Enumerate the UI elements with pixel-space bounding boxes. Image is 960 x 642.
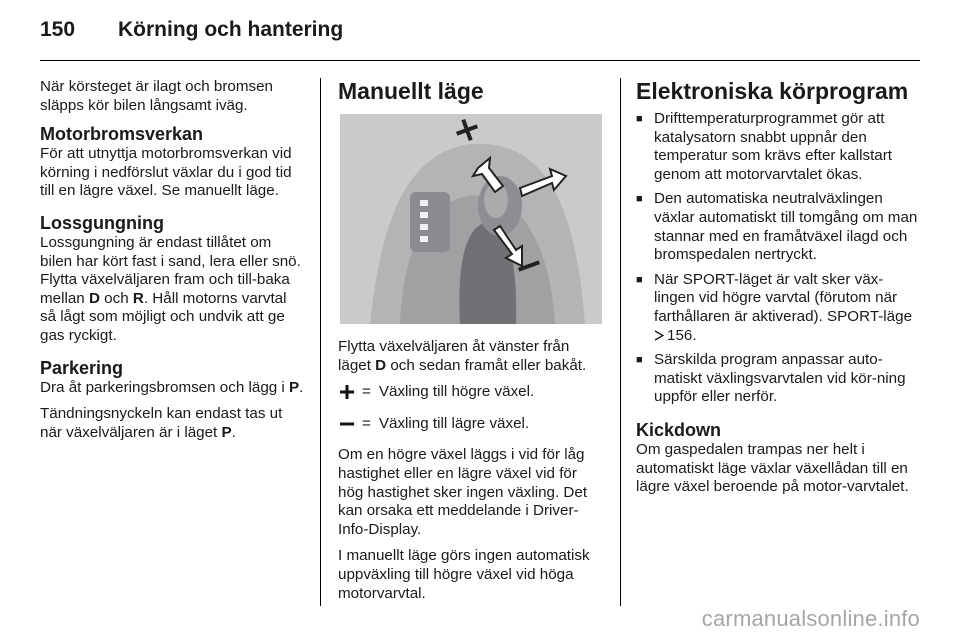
heading-lossgungning: Lossgungning — [40, 212, 164, 233]
manuellt-para-1 — [338, 338, 606, 375]
heading-parkering: Parkering — [40, 357, 124, 378]
gear-p-label: P — [289, 378, 300, 396]
manuellt-para-2: Om en högre växel läggs i vid för låg hastighet eller en lägre växel vid för hög hastighet sker ingen växling. Det kan orsaka ett meddelande i Driver-Info-Display. — [338, 446, 588, 538]
manuellt-para-1b: och sedan framåt eller bakåt. — [386, 356, 587, 374]
list-item — [636, 271, 918, 345]
plus-description: Växling till högre växel. — [378, 383, 535, 401]
manuellt-para-1a: Flytta växelväljaren åt vänster från läget — [338, 338, 570, 374]
section-kickdown — [636, 419, 918, 497]
legend-row-plus — [338, 383, 606, 402]
parkering-text-2 — [40, 405, 306, 442]
page-number: 150 — [40, 18, 76, 41]
kickdown-text: Om gaspedalen trampas ner helt i automatiskt läge växlar växellådan till en lägre växel beroende på motor-varvtalet. — [636, 440, 909, 496]
motorbroms-text: För att utnyttja motorbromsverkan vid körning i nedförslut växlar du i god tid till en lägre växel. Se manuellt läge. — [40, 145, 292, 200]
intro-text: När körsteget är ilagt och bromsen släpps kör bilen långsamt iväg. — [40, 78, 273, 114]
section-motorbromsverkan — [40, 123, 306, 201]
parkering-text-1-end: . — [299, 378, 304, 396]
heading-kickdown: Kickdown — [636, 419, 722, 440]
heading-motorbromsverkan: Motorbromsverkan — [40, 124, 204, 145]
page-title: Körning och hantering — [118, 18, 344, 41]
heading-manuellt-lage: Manuellt läge — [338, 78, 484, 104]
column-right — [636, 78, 918, 505]
lossgungning-text — [40, 234, 306, 346]
gear-p-label-2: P — [221, 423, 232, 441]
triangle-reference-icon — [654, 327, 667, 344]
section-lossgungning — [40, 212, 306, 346]
manuellt-para-3: I manuellt läge görs ingen automatisk uppväxling till högre växel vid höga motorvarvtal. — [338, 547, 590, 602]
gear-r-label: R — [132, 289, 144, 307]
sport-text: När SPORT-läget är valt sker väx-lingen vid högre varvtal (förutom när farthållaren är aktiverad). SPORT-läge — [654, 270, 913, 325]
header-rule — [40, 60, 920, 61]
lossgungning-text-b: och — [99, 289, 133, 307]
gear-selector-illustration — [340, 114, 602, 324]
gear-selector-svg — [340, 114, 602, 324]
heading-elektroniska-korprogram: Elektroniska körprogram — [636, 78, 909, 104]
plus-icon — [338, 385, 356, 399]
section-parkering — [40, 357, 306, 443]
gear-d-label: D — [88, 289, 100, 307]
parkering-text-1 — [40, 379, 306, 398]
minus-equals: = — [362, 414, 371, 432]
column-divider-right — [620, 78, 621, 606]
column-middle — [338, 78, 606, 611]
korprogram-list — [636, 110, 918, 407]
gear-d-label-2: D — [375, 356, 387, 374]
minus-icon — [338, 417, 356, 431]
parkering-text-2a: Tändningsnyckeln kan endast tas ut när växelväljaren är i läget — [40, 405, 283, 441]
lossgungning-text-a: Lossgungning är endast tillåtet om bilen har kört fast i sand, lera eller snö. Flytta växelväljaren fram och till-baka mellan — [40, 233, 301, 307]
parkering-text-1a: Dra åt parkeringsbromsen och lägg i — [40, 378, 290, 396]
parkering-text-2-end: . — [231, 423, 236, 441]
column-left — [40, 78, 306, 453]
list-item: ■ Drifttemperaturprogrammet gör att katalysatorn snabbt uppnår den temperatur som krävs efter kallstart genom att motorvarvtalet ökas. — [636, 110, 918, 184]
watermark: carmanualsonline.info — [701, 606, 920, 631]
plus-equals: = — [362, 383, 371, 401]
column-divider-left — [320, 78, 321, 606]
minus-description: Växling till lägre växel. — [378, 414, 530, 432]
lossgungning-text-c: . Håll motorns varvtal så lågt som möjligt och undvik att ge gas ryckigt. — [40, 289, 287, 344]
list-item: ■ Särskilda program anpassar auto-matiskt växlingsvarvtalen vid kör-ning uppför eller nerför. — [636, 351, 918, 407]
legend-row-minus — [338, 415, 606, 434]
page-reference[interactable]: 156. — [667, 326, 697, 344]
list-item: ■ Den automatiska neutralväxlingen växlar automatiskt till tomgång om man stannar med en framåtväxel ilagd och bromspedalen nertryckt. — [636, 190, 918, 264]
